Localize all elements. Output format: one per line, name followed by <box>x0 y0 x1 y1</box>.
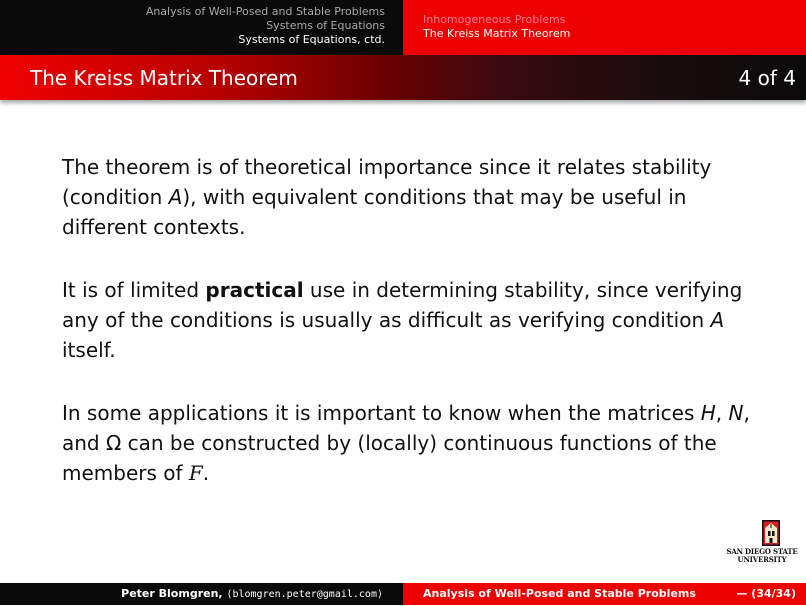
paragraph-limited-practical-use <box>62 275 762 365</box>
slide-body <box>62 152 762 521</box>
nav-subsection-inhomogeneous-problems[interactable]: Inhomogeneous Problems <box>423 13 566 26</box>
math-matrix-n: N <box>728 401 744 425</box>
math-condition-a: A <box>168 185 183 209</box>
math-matrix-h: H <box>700 401 716 425</box>
footer <box>0 583 806 605</box>
paragraph-applications <box>62 398 762 488</box>
university-logo <box>722 518 802 568</box>
sdsu-wordmark <box>722 548 802 564</box>
emphasis-practical: practical <box>205 278 304 302</box>
text-run: It is of limited <box>62 278 206 302</box>
footer-title-panel <box>403 583 806 605</box>
nav-section-systems-of-equations[interactable]: Systems of Equations <box>266 19 385 32</box>
text-run: The theorem is of theoretical importance since it relates stability (condition <box>62 155 712 209</box>
text-run: itself. <box>62 338 116 362</box>
text-run: , and <box>62 401 750 455</box>
text-run: use in determining stability, since verifying any of the conditions is usually as difficult as verifying condition <box>62 278 743 332</box>
nav-subsection-kreiss-matrix-theorem[interactable]: The Kreiss Matrix Theorem <box>423 27 571 40</box>
footer-short-title: Analysis of Well-Posed and Stable Problems <box>423 587 696 600</box>
text-run: , <box>715 401 729 425</box>
text-run: In some applications it is important to know when the matrices <box>62 401 701 425</box>
footer-email[interactable]: ⟨blomgren.peter@gmail.com⟩ <box>226 589 383 600</box>
subsection-navigation <box>403 0 806 55</box>
navigation-header <box>0 0 806 55</box>
frame-title: The Kreiss Matrix Theorem <box>30 66 298 90</box>
math-condition-a: A <box>710 308 725 332</box>
math-family-f: F <box>188 461 203 485</box>
section-navigation <box>0 0 403 55</box>
paragraph-theoretical-importance <box>62 152 762 242</box>
footer-page-number: — (34/34) <box>736 587 796 600</box>
text-run: . <box>202 461 210 485</box>
text-run: ), with equivalent conditions that may be useful in different contexts. <box>62 185 687 239</box>
nav-section-systems-of-equations-ctd[interactable]: Systems of Equations, ctd. <box>238 33 385 46</box>
sdsu-shield-icon <box>762 520 780 546</box>
footer-author-panel <box>0 583 403 605</box>
frame-title-bar <box>0 55 806 100</box>
math-matrix-omega: Ω <box>105 431 122 455</box>
text-run: can be constructed by (locally) continuous functions of the members of <box>62 431 717 485</box>
wordmark-line-1: SAN DIEGO STATE <box>726 547 798 556</box>
nav-section-analysis[interactable]: Analysis of Well-Posed and Stable Problems <box>145 5 385 18</box>
frame-counter: 4 of 4 <box>738 66 796 90</box>
wordmark-line-2: UNIVERSITY <box>737 555 787 564</box>
footer-author: Peter Blomgren, <box>121 587 223 600</box>
